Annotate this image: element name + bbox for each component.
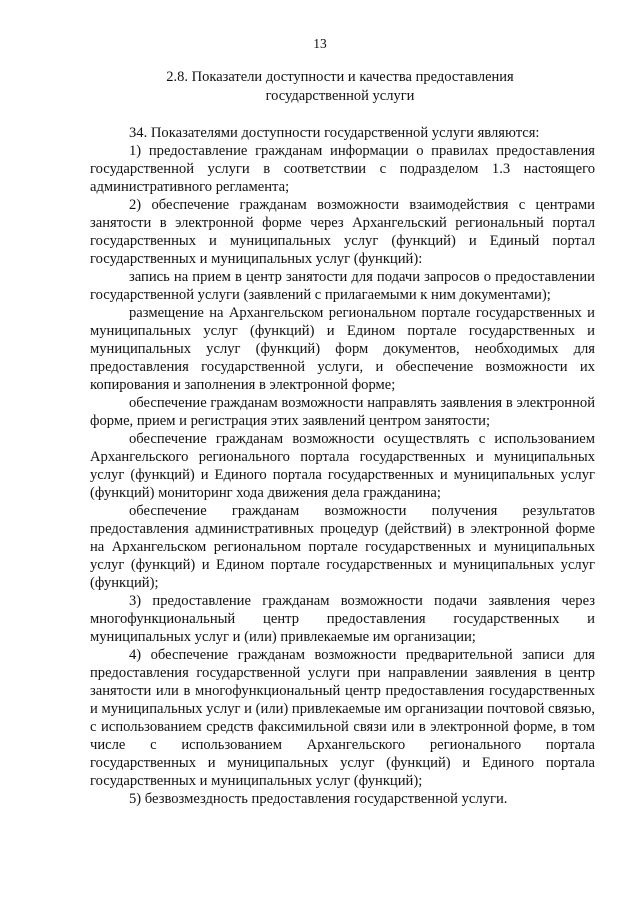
paragraph-item-5: 5) безвозмездность предоставления государственной услуги. <box>129 791 508 807</box>
paragraph-item-2: 2) обеспечение гражданам возможности взаимодействия с центрами занятости в электронной форме через Архангельский региональный портал государственных и муниципальных услуг (функций) и Единый портал государственных и муниципальных услуг (функций): <box>90 197 595 267</box>
section-title-line-2: государственной услуги <box>265 88 415 104</box>
paragraph-subitem-submission: обеспечение гражданам возможности направлять заявления в электронной форме, прием и регистрация этих заявлений центром занятости; <box>90 395 595 429</box>
paragraph-item-3: 3) предоставление гражданам возможности подачи заявления через многофункциональный центр предоставления государственных и муниципальных услуг и (или) привлекаемые им организации; <box>90 593 595 645</box>
paragraph-intro: 34. Показателями доступности государственной услуги являются: <box>129 125 540 141</box>
page-number: 13 <box>313 36 327 51</box>
section-heading <box>90 68 590 106</box>
paragraph-subitem-results: обеспечение гражданам возможности получения результатов предоставления административных процедур (действий) в электронной форме на Архангельском региональном портале государственных и муниципальных услуг (функций) и Едином портале государственных и муниципальных услуг (функций); <box>90 503 595 591</box>
section-title-line-1: 2.8. Показатели доступности и качества предоставления <box>166 69 514 85</box>
document-body <box>90 124 595 808</box>
paragraph-subitem-forms: размещение на Архангельском региональном портале государственных и муниципальных услуг (функций) и Едином портале государственных и муниципальных услуг (функций) форм документов, необходимых для предоставления государственной услуги, и обеспечение возможности их копирования и заполнения в электронной форме; <box>90 305 595 393</box>
paragraph-subitem-appointment: запись на прием в центр занятости для подачи запросов о предоставлении государственной услуги (заявлений с прилагаемыми к ним документами); <box>90 269 595 303</box>
paragraph-item-1: 1) предоставление гражданам информации о правилах предоставления государственной услуги в соответствии с подразделом 1.3 настоящего административного регламента; <box>90 143 595 195</box>
paragraph-subitem-monitoring: обеспечение гражданам возможности осуществлять с использованием Архангельского регионального портала государственных и муниципальных услуг (функций) и Единого портала государственных и муниципальных услуг (функций) мониторинг хода движения дела гражданина; <box>90 431 595 501</box>
paragraph-item-4: 4) обеспечение гражданам возможности предварительной записи для предоставления государственной услуги при направлении заявления в центр занятости или в многофункциональный центр предоставления государственных и муниципальных услуг и (или) привлекаемые им организации почтовой связью, с использованием средств факсимильной связи или в электронной форме, в том числе с использованием Архангельского регионального портала государственных и муниципальных услуг (функций) и Единого портала государственных и муниципальных услуг (функций); <box>90 647 595 789</box>
